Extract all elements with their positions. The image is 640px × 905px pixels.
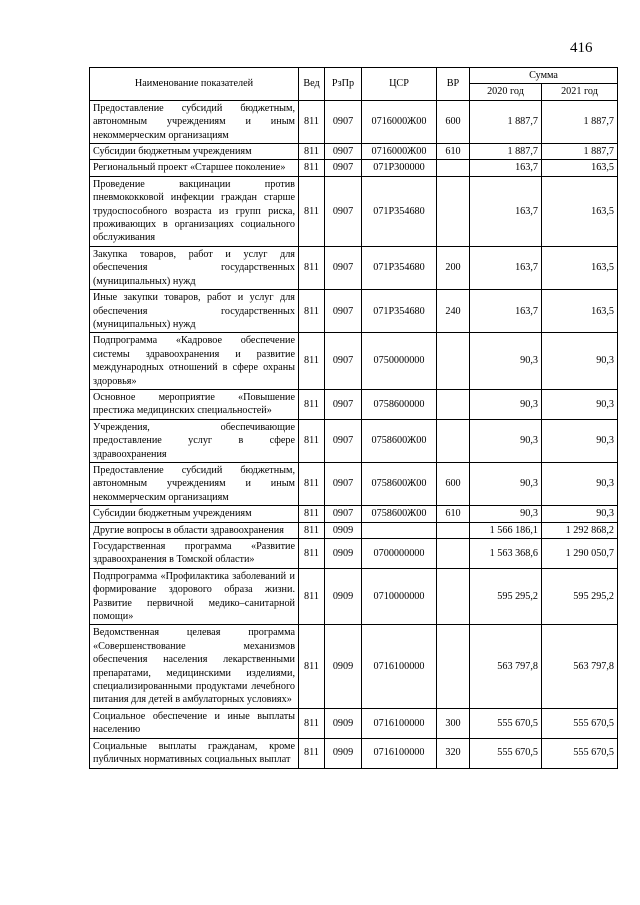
table-row bbox=[90, 708, 618, 738]
cell-name: Основное мероприятие «Повышение престижа медицинских специальностей» bbox=[90, 389, 299, 419]
cell-2021: 163,5 bbox=[542, 246, 618, 289]
cell-2020: 595 295,2 bbox=[470, 568, 542, 625]
cell-rzpr: 0909 bbox=[325, 539, 362, 569]
table-row bbox=[90, 568, 618, 625]
cell-vr bbox=[437, 160, 470, 176]
cell-name: Субсидии бюджетным учреждениям bbox=[90, 506, 299, 522]
cell-name: Предоставление субсидий бюджетным, автономным учреждениям и иным некоммерческим организациям bbox=[90, 462, 299, 505]
cell-name: Социальные выплаты гражданам, кроме публичных нормативных социальных выплат bbox=[90, 738, 299, 768]
header-sum: Сумма bbox=[470, 68, 618, 84]
cell-2021: 163,5 bbox=[542, 160, 618, 176]
table-row bbox=[90, 246, 618, 289]
cell-rzpr: 0907 bbox=[325, 462, 362, 505]
cell-2021: 90,3 bbox=[542, 333, 618, 390]
cell-ved: 811 bbox=[299, 419, 325, 462]
cell-vr: 610 bbox=[437, 506, 470, 522]
cell-2020: 555 670,5 bbox=[470, 738, 542, 768]
header-csr: ЦСР bbox=[362, 68, 437, 101]
table-row bbox=[90, 462, 618, 505]
cell-csr: 0758600Ж00 bbox=[362, 462, 437, 505]
header-vr: ВР bbox=[437, 68, 470, 101]
cell-2020: 1 887,7 bbox=[470, 100, 542, 143]
cell-2020: 163,7 bbox=[470, 290, 542, 333]
cell-rzpr: 0907 bbox=[325, 144, 362, 160]
cell-ved: 811 bbox=[299, 522, 325, 538]
cell-vr: 320 bbox=[437, 738, 470, 768]
cell-2020: 1 887,7 bbox=[470, 144, 542, 160]
cell-vr bbox=[437, 389, 470, 419]
cell-name: Закупка товаров, работ и услуг для обеспечения государственных (муниципальных) нужд bbox=[90, 246, 299, 289]
budget-table bbox=[89, 67, 618, 769]
cell-ved: 811 bbox=[299, 160, 325, 176]
cell-ved: 811 bbox=[299, 144, 325, 160]
cell-2020: 563 797,8 bbox=[470, 625, 542, 708]
cell-rzpr: 0907 bbox=[325, 389, 362, 419]
cell-2021: 90,3 bbox=[542, 462, 618, 505]
cell-csr bbox=[362, 522, 437, 538]
cell-2020: 90,3 bbox=[470, 419, 542, 462]
cell-ved: 811 bbox=[299, 246, 325, 289]
cell-name: Проведение вакцинации против пневмококковой инфекции граждан старше трудоспособного возраста из групп риска, проживающих в организациях социального обслуживания bbox=[90, 176, 299, 246]
page-number: 416 bbox=[570, 40, 593, 56]
cell-rzpr: 0907 bbox=[325, 290, 362, 333]
header-2021: 2021 год bbox=[542, 84, 618, 100]
cell-2021: 555 670,5 bbox=[542, 708, 618, 738]
cell-rzpr: 0909 bbox=[325, 568, 362, 625]
cell-ved: 811 bbox=[299, 333, 325, 390]
cell-2021: 595 295,2 bbox=[542, 568, 618, 625]
cell-2021: 1 292 868,2 bbox=[542, 522, 618, 538]
cell-csr: 0716100000 bbox=[362, 738, 437, 768]
table-row bbox=[90, 539, 618, 569]
cell-ved: 811 bbox=[299, 708, 325, 738]
cell-csr: 0710000000 bbox=[362, 568, 437, 625]
table-row bbox=[90, 738, 618, 768]
cell-vr: 600 bbox=[437, 100, 470, 143]
header-row bbox=[90, 68, 618, 84]
cell-csr: 071P354680 bbox=[362, 246, 437, 289]
cell-vr: 240 bbox=[437, 290, 470, 333]
cell-name: Подпрограмма «Профилактика заболеваний и формирование здорового образа жизни. Развитие первичной медико–санитарной помощи» bbox=[90, 568, 299, 625]
table-row bbox=[90, 144, 618, 160]
cell-2021: 90,3 bbox=[542, 506, 618, 522]
cell-vr bbox=[437, 419, 470, 462]
cell-rzpr: 0907 bbox=[325, 160, 362, 176]
cell-2021: 1 887,7 bbox=[542, 144, 618, 160]
cell-csr: 0758600Ж00 bbox=[362, 419, 437, 462]
cell-ved: 811 bbox=[299, 389, 325, 419]
cell-rzpr: 0909 bbox=[325, 708, 362, 738]
table-row bbox=[90, 290, 618, 333]
table-row bbox=[90, 176, 618, 246]
cell-rzpr: 0907 bbox=[325, 506, 362, 522]
cell-csr: 0758600Ж00 bbox=[362, 506, 437, 522]
cell-csr: 0750000000 bbox=[362, 333, 437, 390]
cell-rzpr: 0909 bbox=[325, 522, 362, 538]
cell-name: Иные закупки товаров, работ и услуг для обеспечения государственных (муниципальных) нужд bbox=[90, 290, 299, 333]
cell-2020: 1 566 186,1 bbox=[470, 522, 542, 538]
cell-vr bbox=[437, 625, 470, 708]
cell-rzpr: 0909 bbox=[325, 738, 362, 768]
cell-2020: 163,7 bbox=[470, 160, 542, 176]
header-name: Наименование показателей bbox=[90, 68, 299, 101]
table-row bbox=[90, 506, 618, 522]
table-row bbox=[90, 419, 618, 462]
cell-2020: 90,3 bbox=[470, 389, 542, 419]
cell-ved: 811 bbox=[299, 176, 325, 246]
cell-vr bbox=[437, 539, 470, 569]
cell-name: Подпрограмма «Кадровое обеспечение системы здравоохранения и развитие международных отношений в сфере охраны здоровья» bbox=[90, 333, 299, 390]
cell-2020: 163,7 bbox=[470, 246, 542, 289]
cell-ved: 811 bbox=[299, 100, 325, 143]
cell-vr bbox=[437, 176, 470, 246]
cell-ved: 811 bbox=[299, 625, 325, 708]
cell-2021: 563 797,8 bbox=[542, 625, 618, 708]
cell-csr: 071P354680 bbox=[362, 290, 437, 333]
cell-name: Ведомственная целевая программа «Совершенствование механизмов обеспечения населения лекарственными препаратами, медицинскими изделиями, специализированными продуктами лечебного питания для детей в амбулаторных условиях» bbox=[90, 625, 299, 708]
header-rzpr: РзПр bbox=[325, 68, 362, 101]
header-ved: Вед bbox=[299, 68, 325, 101]
cell-ved: 811 bbox=[299, 290, 325, 333]
cell-rzpr: 0907 bbox=[325, 100, 362, 143]
cell-ved: 811 bbox=[299, 462, 325, 505]
cell-2021: 90,3 bbox=[542, 389, 618, 419]
table-row bbox=[90, 160, 618, 176]
cell-name: Другие вопросы в области здравоохранения bbox=[90, 522, 299, 538]
cell-2020: 1 563 368,6 bbox=[470, 539, 542, 569]
cell-2021: 90,3 bbox=[542, 419, 618, 462]
header-2020: 2020 год bbox=[470, 84, 542, 100]
cell-csr: 0716100000 bbox=[362, 708, 437, 738]
cell-name: Предоставление субсидий бюджетным, автономным учреждениям и иным некоммерческим организациям bbox=[90, 100, 299, 143]
cell-name: Субсидии бюджетным учреждениям bbox=[90, 144, 299, 160]
cell-csr: 0700000000 bbox=[362, 539, 437, 569]
cell-csr: 0758600000 bbox=[362, 389, 437, 419]
cell-vr: 610 bbox=[437, 144, 470, 160]
cell-vr bbox=[437, 568, 470, 625]
cell-name: Государственная программа «Развитие здравоохранения в Томской области» bbox=[90, 539, 299, 569]
cell-2021: 1 290 050,7 bbox=[542, 539, 618, 569]
cell-csr: 071P354680 bbox=[362, 176, 437, 246]
table-row bbox=[90, 522, 618, 538]
table-row bbox=[90, 389, 618, 419]
cell-2021: 163,5 bbox=[542, 290, 618, 333]
cell-rzpr: 0907 bbox=[325, 246, 362, 289]
table-row bbox=[90, 100, 618, 143]
cell-vr: 300 bbox=[437, 708, 470, 738]
cell-2021: 1 887,7 bbox=[542, 100, 618, 143]
cell-ved: 811 bbox=[299, 506, 325, 522]
cell-name: Социальное обеспечение и иные выплаты населению bbox=[90, 708, 299, 738]
cell-csr: 0716000Ж00 bbox=[362, 100, 437, 143]
cell-vr bbox=[437, 333, 470, 390]
cell-2021: 555 670,5 bbox=[542, 738, 618, 768]
cell-vr: 200 bbox=[437, 246, 470, 289]
cell-2020: 90,3 bbox=[470, 506, 542, 522]
cell-ved: 811 bbox=[299, 539, 325, 569]
cell-ved: 811 bbox=[299, 738, 325, 768]
cell-rzpr: 0909 bbox=[325, 625, 362, 708]
cell-2020: 555 670,5 bbox=[470, 708, 542, 738]
cell-name: Учреждения, обеспечивающие предоставление услуг в сфере здравоохранения bbox=[90, 419, 299, 462]
cell-2020: 163,7 bbox=[470, 176, 542, 246]
cell-rzpr: 0907 bbox=[325, 333, 362, 390]
cell-rzpr: 0907 bbox=[325, 176, 362, 246]
cell-2020: 90,3 bbox=[470, 333, 542, 390]
cell-2020: 90,3 bbox=[470, 462, 542, 505]
table-row bbox=[90, 333, 618, 390]
cell-2021: 163,5 bbox=[542, 176, 618, 246]
cell-ved: 811 bbox=[299, 568, 325, 625]
cell-csr: 071P300000 bbox=[362, 160, 437, 176]
table-row bbox=[90, 625, 618, 708]
cell-name: Региональный проект «Старшее поколение» bbox=[90, 160, 299, 176]
cell-rzpr: 0907 bbox=[325, 419, 362, 462]
cell-vr: 600 bbox=[437, 462, 470, 505]
cell-vr bbox=[437, 522, 470, 538]
cell-csr: 0716000Ж00 bbox=[362, 144, 437, 160]
cell-csr: 0716100000 bbox=[362, 625, 437, 708]
